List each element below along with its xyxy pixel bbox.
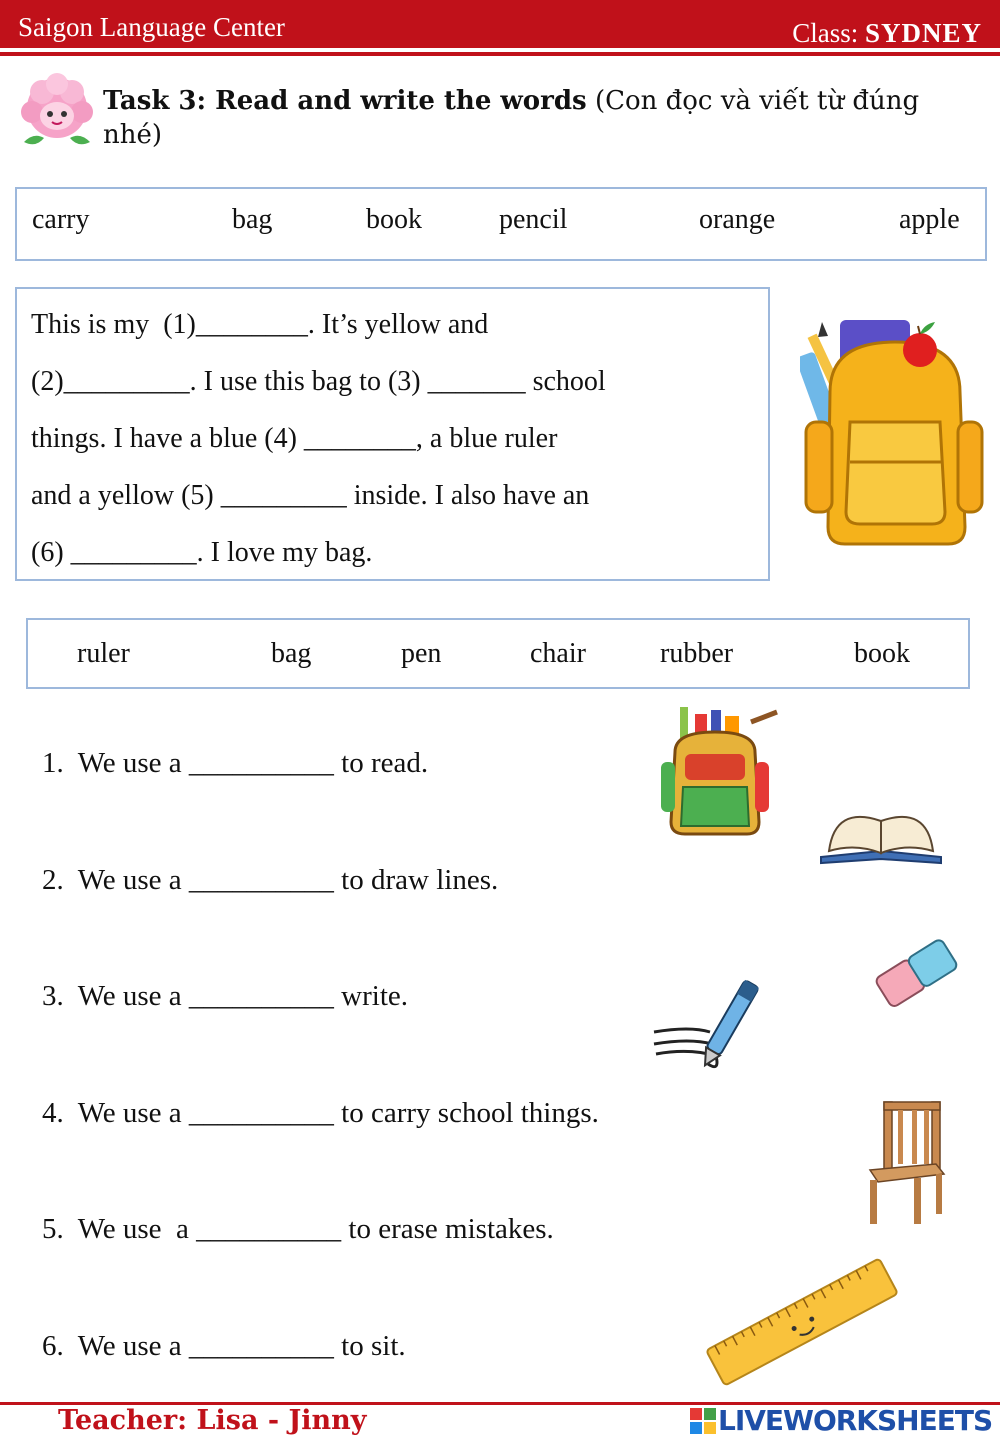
chair-icon xyxy=(866,1098,948,1228)
liveworksheets-brand[interactable]: LIVEWORKSHEETS xyxy=(718,1404,993,1437)
passage-line: (6) _________. I love my bag. xyxy=(31,537,373,568)
class-label-group xyxy=(792,18,982,49)
passage-line: things. I have a blue (4) ________, a blue ruler xyxy=(31,423,558,454)
school-bag-icon xyxy=(655,702,783,840)
question-1: 1. We use a __________ to read. xyxy=(42,747,429,779)
task-title xyxy=(103,84,983,152)
word-bank-item: ruler xyxy=(77,638,130,669)
passage-line: and a yellow (5) _________ inside. I also have an xyxy=(31,480,590,511)
question-3: 3. We use a __________ write. xyxy=(42,980,409,1012)
word-bank-item: apple xyxy=(899,204,960,235)
passage-line: (2)_________. I use this bag to (3) _______ school xyxy=(31,366,606,397)
ruler-icon xyxy=(700,1252,905,1392)
word-bank-2 xyxy=(26,618,970,689)
word-bank-item: orange xyxy=(699,204,776,235)
header-divider xyxy=(0,52,1000,56)
task-title-note: (Con đọc và viết từ đúng nhé) xyxy=(103,86,920,150)
liveworksheets-logo-icon xyxy=(690,1408,716,1434)
word-bank-item: bag xyxy=(271,638,312,669)
eraser-icon xyxy=(872,928,962,1020)
question-4: 4. We use a __________ to carry school things. xyxy=(42,1097,599,1129)
word-bank-1 xyxy=(15,187,987,261)
word-bank-item: book xyxy=(366,204,422,235)
center-name: Saigon Language Center xyxy=(18,12,285,42)
question-6: 6. We use a __________ to sit. xyxy=(42,1330,406,1362)
class-value: SYDNEY xyxy=(864,18,982,48)
word-bank-item: pen xyxy=(401,638,442,669)
word-bank-item: bag xyxy=(232,204,273,235)
passage-line: This is my (1)________. It’s yellow and xyxy=(31,309,489,340)
question-5: 5. We use a __________ to erase mistakes. xyxy=(42,1213,554,1245)
word-bank-item: carry xyxy=(32,204,90,235)
open-book-icon xyxy=(815,795,947,867)
word-bank-item: pencil xyxy=(499,204,568,235)
class-label: Class: xyxy=(792,18,859,48)
passage-box xyxy=(15,287,770,581)
word-bank-item: chair xyxy=(530,638,586,669)
pen-icon xyxy=(650,972,760,1084)
question-2: 2. We use a __________ to draw lines. xyxy=(42,864,499,896)
word-bank-item: rubber xyxy=(660,638,734,669)
backpack-icon xyxy=(800,312,985,552)
task-title-bold: Task 3: Read and write the words xyxy=(103,86,587,116)
word-bank-item: book xyxy=(854,638,910,669)
flower-mascot-icon xyxy=(14,72,100,158)
teacher-name: Teacher: Lisa - Jinny xyxy=(58,1405,367,1436)
